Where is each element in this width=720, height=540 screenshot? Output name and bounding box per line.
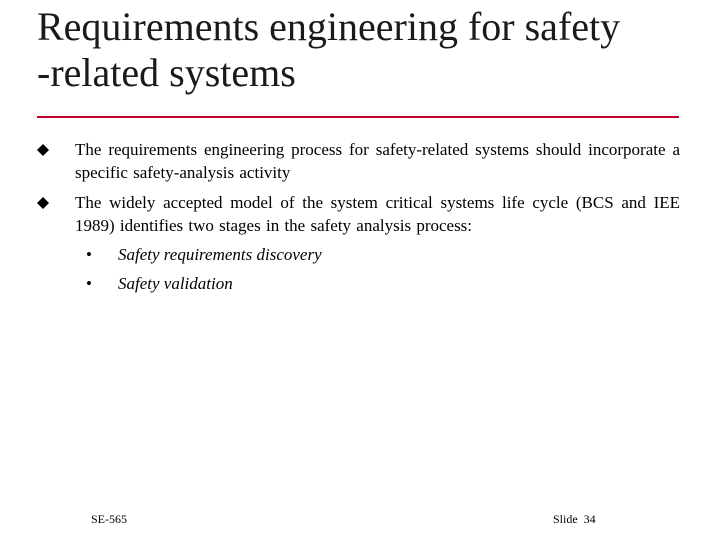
bullet-text: The requirements engineering process for safety-related systems should incorporate a specific safety-analysis activity bbox=[75, 140, 680, 182]
diamond-bullet-icon bbox=[37, 197, 49, 209]
bullet-text: The widely accepted model of the system critical systems life cycle (BCS and IEE 1989) identifies two stages in the safety analysis process: bbox=[75, 193, 680, 235]
sub-bullet-text: Safety validation bbox=[118, 274, 233, 293]
slide-title-line-1: Requirements engineering for safety bbox=[37, 4, 621, 49]
footer-course: SE-565 bbox=[91, 512, 127, 526]
bullet-list bbox=[36, 138, 680, 298]
sub-bullet-text: Safety requirements discovery bbox=[118, 245, 322, 264]
footer-slide-number bbox=[553, 512, 596, 527]
sub-bullet-item bbox=[36, 269, 680, 298]
sub-bullet-list bbox=[36, 240, 680, 298]
bullet-item bbox=[36, 138, 680, 184]
sub-bullet-dot: • bbox=[86, 274, 92, 293]
slide-label: Slide bbox=[553, 512, 578, 526]
slide-number: 34 bbox=[583, 512, 596, 526]
sub-bullet-dot: • bbox=[86, 245, 92, 264]
diamond-bullet-icon bbox=[37, 144, 49, 156]
slide-title-line-2: -related systems bbox=[37, 50, 296, 95]
bullet-item bbox=[36, 191, 680, 237]
slide-title bbox=[37, 4, 697, 96]
sub-bullet-item bbox=[36, 240, 680, 269]
title-divider bbox=[37, 116, 679, 118]
